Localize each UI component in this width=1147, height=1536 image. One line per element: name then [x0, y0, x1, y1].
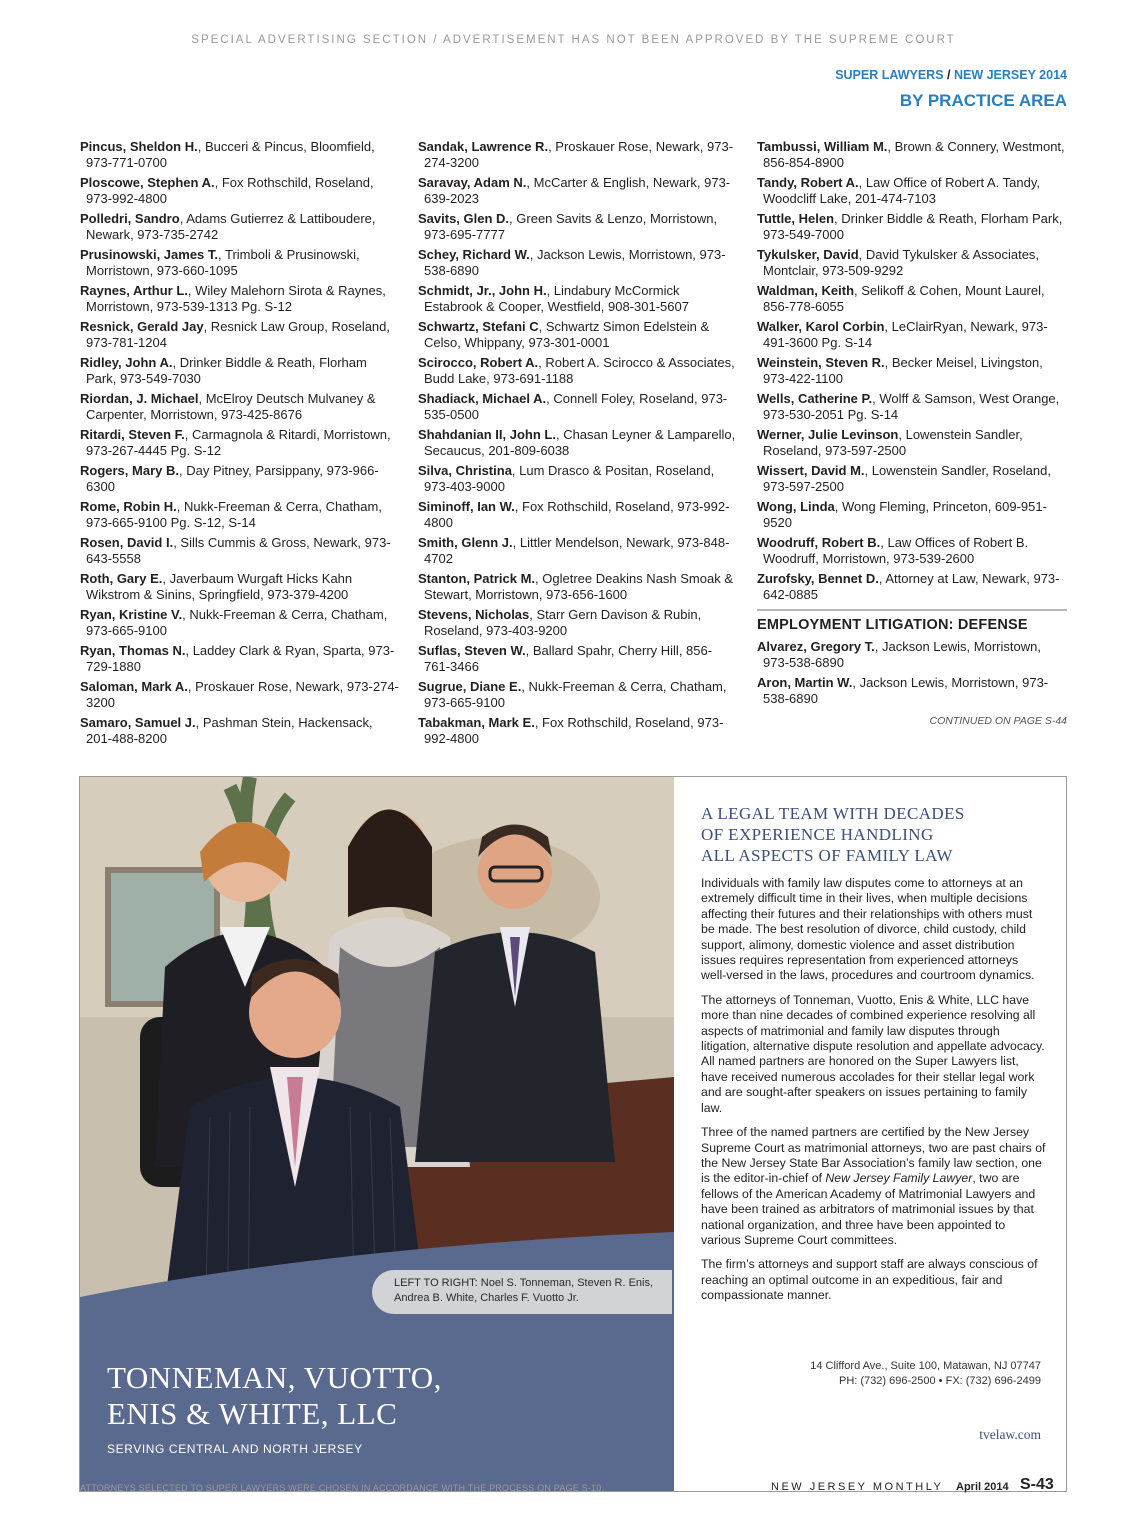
attorney-details: , Littler Mendelson, Newark, 973-848-4702 [424, 535, 730, 566]
firm-name-panel [80, 1340, 674, 1492]
attorney-name: Walker, Karol Corbin [757, 319, 885, 334]
attorney-listing [418, 715, 738, 747]
attorney-details: , Fox Rothschild, Roseland, 973-992-4800 [424, 715, 724, 746]
attorney-details: , Wong Fleming, Princeton, 609-951-9520 [763, 499, 1047, 530]
attorney-name: Shahdanian II, John L. [418, 427, 556, 442]
attorney-name: Alvarez, Gregory T. [757, 639, 875, 654]
attorney-listing [80, 355, 400, 387]
attorney-listing [80, 643, 400, 675]
attorney-details: , Trimboli & Prusinowski, Morristown, 973-660-1095 [86, 247, 360, 278]
firm-name-line-1: TONNEMAN, VUOTTO, [107, 1360, 442, 1395]
attorney-details: , Ogletree Deakins Nash Smoak & Stewart, Morristown, 973-656-1600 [424, 571, 734, 602]
attorney-details: , Proskauer Rose, Newark, 973-274-3200 [86, 679, 399, 710]
attorney-listing [418, 679, 738, 711]
attorney-listing [80, 715, 400, 747]
attorney-details: , Sills Cummis & Gross, Newark, 973-643-5558 [86, 535, 391, 566]
attorney-name: Tambussi, William M. [757, 139, 888, 154]
attorney-details: , Drinker Biddle & Reath, Florham Park, 973-549-7030 [86, 355, 367, 386]
attorney-details: , Jackson Lewis, Morristown, 973-538-6890 [424, 247, 726, 278]
listing-column-1 [80, 139, 400, 751]
attorney-name: Suflas, Steven W. [418, 643, 526, 658]
attorney-listing [80, 535, 400, 567]
attorney-details: , Adams Gutierrez & Lattiboudere, Newark, 973-735-2742 [86, 211, 376, 242]
photo-caption [372, 1270, 672, 1314]
attorney-name: Schmidt, Jr., John H. [418, 283, 547, 298]
attorney-details: , Jackson Lewis, Morristown, 973-538-6890 [763, 639, 1041, 670]
attorney-details: , Becker Meisel, Livingston, 973-422-1100 [763, 355, 1043, 386]
attorney-name: Tuttle, Helen [757, 211, 835, 226]
ad-paragraph-1: Individuals with family law disputes come to attorneys at an extremely difficult time in their lives, when multiple decisions affecting their futures and their relationships with others must be made. The best resolution of divorce, child custody, child support, alimony, domestic violence and asset distribution issues requires representation from experienced attorneys well-versed in the laws, procedures and courtroom dynamics. [701, 876, 1035, 983]
ad-paragraph-3 [701, 1125, 1046, 1248]
attorney-listing [757, 247, 1067, 279]
brand-label: SUPER LAWYERS [835, 68, 944, 82]
attorney-listing [757, 463, 1067, 495]
attorney-name: Werner, Julie Levinson [757, 427, 899, 442]
region-label: NEW JERSEY 2014 [953, 68, 1067, 82]
kicker-separator: / [943, 68, 954, 82]
attorney-name: Tykulsker, David [757, 247, 859, 262]
attorney-name: Resnick, Gerald Jay [80, 319, 204, 334]
firm-advertisement [79, 776, 1067, 1492]
attorney-name: Shadiack, Michael A. [418, 391, 547, 406]
attorney-listing [80, 427, 400, 459]
attorney-details: , Pashman Stein, Hackensack, 201-488-8200 [86, 715, 373, 746]
footer-disclaimer: ATTORNEYS SELECTED TO SUPER LAWYERS WERE CHOSEN IN ACCORDANCE WITH THE PROCESS ON PAGE S-10. [80, 1483, 605, 1493]
firm-tagline: SERVING CENTRAL AND NORTH JERSEY [107, 1442, 363, 1456]
attorney-name: Sugrue, Diane E. [418, 679, 522, 694]
attorney-listing [80, 463, 400, 495]
attorney-details: , Drinker Biddle & Reath, Florham Park, 973-549-7000 [763, 211, 1063, 242]
ad-paragraph-4: The firm’s attorneys and support staff are always conscious of reaching an optimal outcome in an expeditious, fair and compassionate manner. [701, 1257, 1038, 1303]
attorney-details: , Brown & Connery, Westmont, 856-854-8900 [763, 139, 1065, 170]
attorney-listing [418, 535, 738, 567]
ad-paragraph-3-start: Three of the named partners are certified by the New Jersey Supreme Court as matrimonial attorneys, two are past chairs of the New Jersey State Bar Association’s family law section, one is the editor-in-chief of [701, 1125, 1046, 1186]
attorney-name: Sandak, Lawrence R. [418, 139, 549, 154]
ad-headline-line-3: ALL ASPECTS OF FAMILY LAW [701, 846, 953, 865]
team-photo-illustration [80, 777, 674, 1340]
attorney-name: Aron, Martin W. [757, 675, 853, 690]
continued-note: CONTINUED ON PAGE S-44 [929, 715, 1067, 727]
attorney-name: Riordan, J. Michael [80, 391, 199, 406]
attorney-name: Tabakman, Mark E. [418, 715, 535, 730]
attorney-details: , Fox Rothschild, Roseland, 973-992-4800 [424, 499, 730, 530]
attorney-listing [418, 139, 738, 171]
attorney-name: Scirocco, Robert A. [418, 355, 539, 370]
issue-date: April 2014 [956, 1481, 1009, 1493]
firm-contact [810, 1359, 1041, 1389]
attorney-name: Rome, Robin H. [80, 499, 177, 514]
firm-name [107, 1360, 627, 1432]
attorney-details: , Green Savits & Lenzo, Morristown, 973-695-7777 [424, 211, 718, 242]
attorney-listing [80, 139, 400, 171]
attorney-details: , Connell Foley, Roseland, 973-535-0500 [424, 391, 728, 422]
attorney-listing [757, 639, 1067, 671]
attorney-details: , McElroy Deutsch Mulvaney & Carpenter, Morristown, 973-425-8676 [86, 391, 376, 422]
attorney-name: Ryan, Kristine V. [80, 607, 183, 622]
attorney-listing [418, 355, 738, 387]
attorney-details: , Nukk-Freeman & Cerra, Chatham, 973-665-9100 [424, 679, 727, 710]
attorney-details: , Resnick Law Group, Roseland, 973-781-1204 [86, 319, 391, 350]
attorney-listing [757, 571, 1067, 603]
attorney-details: , Robert A. Scirocco & Associates, Budd Lake, 973-691-1188 [424, 355, 735, 386]
attorney-name: Tandy, Robert A. [757, 175, 859, 190]
attorney-details: , David Tykulsker & Associates, Montclair, 973-509-9292 [763, 247, 1040, 278]
attorney-name: Saloman, Mark A. [80, 679, 188, 694]
attorney-name: Rosen, David I. [80, 535, 174, 550]
attorney-listing [418, 319, 738, 351]
attorney-details: , Nukk-Freeman & Cerra, Chatham, 973-665-9100 Pg. S-12, S-14 [86, 499, 382, 530]
attorney-name: Stevens, Nicholas [418, 607, 530, 622]
attorney-name: Ridley, John A. [80, 355, 173, 370]
listing-column-3 [757, 139, 1067, 729]
attorney-listing [80, 679, 400, 711]
attorney-details: , Lindabury McCormick Estabrook & Cooper, Westfield, 908-301-5607 [424, 283, 689, 314]
attorney-name: Weinstein, Steven R. [757, 355, 885, 370]
category-heading: EMPLOYMENT LITIGATION: DEFENSE [757, 609, 1067, 633]
attorney-details: , Proskauer Rose, Newark, 973-274-3200 [424, 139, 734, 170]
page-title: BY PRACTICE AREA [899, 91, 1067, 110]
attorney-listing [80, 319, 400, 351]
attorney-name: Ryan, Thomas N. [80, 643, 186, 658]
publication-title: New Jersey Family Lawyer [825, 1171, 973, 1186]
attorney-listing [418, 175, 738, 207]
ad-paragraph-2: The attorneys of Tonneman, Vuotto, Enis & White, LLC have more than nine decades of combined experience resolving all aspects of matrimonial and family law disputes through litigation, alternative dispute resolution and appellate advocacy. All named partners are honored on the Super Lawyers list, have received numerous accolades for their stellar legal work and are sought-after speakers on issues pertaining to family law. [701, 992, 1045, 1115]
attorney-name: Wells, Catherine P. [757, 391, 873, 406]
firm-website-link[interactable]: tvelaw.com [979, 1427, 1041, 1442]
attorney-name: Smith, Glenn J. [418, 535, 513, 550]
attorney-name: Stanton, Patrick M. [418, 571, 536, 586]
attorney-listing [418, 391, 738, 423]
team-photo [80, 777, 674, 1340]
attorney-listing [418, 427, 738, 459]
caption-line-1: LEFT TO RIGHT: Noel S. Tonneman, Steven R. Enis, [394, 1277, 654, 1289]
attorney-name: Samaro, Samuel J. [80, 715, 196, 730]
attorney-listing [80, 499, 400, 531]
attorney-listing [757, 427, 1067, 459]
attorney-listing [757, 355, 1067, 387]
attorney-details: , Carmagnola & Ritardi, Morristown, 973-267-4445 Pg. S-12 [86, 427, 391, 458]
attorney-details: , LeClairRyan, Newark, 973-491-3600 Pg. S-14 [763, 319, 1048, 350]
attorney-listing [418, 211, 738, 243]
attorney-listing [418, 499, 738, 531]
caption-line-2: Andrea B. White, Charles F. Vuotto Jr. [394, 1292, 579, 1304]
attorney-details: , Laddey Clark & Ryan, Sparta, 973-729-1880 [86, 643, 395, 674]
attorney-details: , Bucceri & Pincus, Bloomfield, 973-771-0700 [86, 139, 375, 170]
attorney-listing [418, 247, 738, 279]
attorney-listing [418, 463, 738, 495]
firm-name-line-2: ENIS & WHITE, LLC [107, 1396, 398, 1431]
attorney-details: , Javerbaum Wurgaft Hicks Kahn Wikstrom & Sinins, Springfield, 973-379-4200 [86, 571, 353, 602]
attorney-listing [757, 283, 1067, 315]
attorney-details: , Wolff & Samson, West Orange, 973-530-2051 Pg. S-14 [763, 391, 1060, 422]
ad-headline-line-1: A LEGAL TEAM WITH DECADES [701, 804, 965, 823]
attorney-name: Woodruff, Robert B. [757, 535, 881, 550]
attorney-listing [418, 607, 738, 639]
attorney-name: Wissert, David M. [757, 463, 865, 478]
attorney-name: Polledri, Sandro [80, 211, 180, 226]
attorney-listing [757, 139, 1067, 171]
attorney-details: , Jackson Lewis, Morristown, 973-538-6890 [763, 675, 1049, 706]
attorney-details: , Law Office of Robert A. Tandy, Woodcliff Lake, 201-474-7103 [763, 175, 1040, 206]
ad-headline [701, 803, 1046, 866]
attorney-listing [757, 211, 1067, 243]
firm-phones: PH: (732) 696-2500 • FX: (732) 696-2499 [839, 1375, 1041, 1387]
attorney-name: Savits, Glen D. [418, 211, 510, 226]
listing-column-2 [418, 139, 738, 751]
attorney-name: Pincus, Sheldon H. [80, 139, 198, 154]
attorney-name: Raynes, Arthur L. [80, 283, 188, 298]
attorney-name: Waldman, Keith [757, 283, 855, 298]
attorney-details: , Ballard Spahr, Cherry Hill, 856-761-3466 [424, 643, 713, 674]
attorney-details: , Wiley Malehorn Sirota & Raynes, Morristown, 973-539-1313 Pg. S-12 [86, 283, 386, 314]
attorney-listing [80, 247, 400, 279]
attorney-name: Ritardi, Steven F. [80, 427, 185, 442]
attorney-details: , Nukk-Freeman & Cerra, Chatham, 973-665-9100 [86, 607, 388, 638]
attorney-details: , Day Pitney, Parsippany, 973-966-6300 [86, 463, 379, 494]
attorney-listing [757, 175, 1067, 207]
attorney-details: , Fox Rothschild, Roseland, 973-992-4800 [86, 175, 374, 206]
attorney-listing [80, 571, 400, 603]
attorney-details: , Selikoff & Cohen, Mount Laurel, 856-778-6055 [763, 283, 1045, 314]
attorney-name: Wong, Linda [757, 499, 835, 514]
attorney-listing [418, 283, 738, 315]
attorney-name: Roth, Gary E. [80, 571, 163, 586]
attorney-details: , Lum Drasco & Positan, Roseland, 973-403-9000 [424, 463, 715, 494]
attorney-listing [757, 675, 1067, 707]
attorney-name: Ploscowe, Stephen A. [80, 175, 215, 190]
attorney-details: , Chasan Leyner & Lamparello, Secaucus, 201-809-6038 [424, 427, 736, 458]
attorney-details: , Attorney at Law, Newark, 973-642-0885 [763, 571, 1060, 602]
attorney-name: Siminoff, Ian W. [418, 499, 515, 514]
firm-address: 14 Clifford Ave., Suite 100, Matawan, NJ 07747 [810, 1360, 1041, 1372]
attorney-details: , McCarter & English, Newark, 973-639-2023 [424, 175, 731, 206]
page-number: S-43 [1020, 1476, 1054, 1493]
section-kicker [835, 68, 1067, 82]
attorney-name: Schwartz, Stefani C [418, 319, 539, 334]
attorney-details: , Lowenstein Sandler, Roseland, 973-597-2500 [763, 427, 1023, 458]
magazine-name: NEW JERSEY MONTHLY [771, 1481, 944, 1493]
attorney-name: Silva, Christina [418, 463, 512, 478]
attorney-listing [80, 391, 400, 423]
attorney-details: , Starr Gern Davison & Rubin, Roseland, 973-403-9200 [424, 607, 702, 638]
attorney-listing [418, 571, 738, 603]
attorney-name: Prusinowski, James T. [80, 247, 219, 262]
attorney-name: Saravay, Adam N. [418, 175, 527, 190]
attorney-name: Zurofsky, Bennet D. [757, 571, 879, 586]
attorney-listing [80, 175, 400, 207]
attorney-listing [757, 391, 1067, 423]
attorney-listing [757, 535, 1067, 567]
advertising-banner: SPECIAL ADVERTISING SECTION / ADVERTISEMENT HAS NOT BEEN APPROVED BY THE SUPREME COURT [191, 34, 956, 46]
attorney-details: , Lowenstein Sandler, Roseland, 973-597-2500 [763, 463, 1051, 494]
ad-copy [701, 803, 1046, 1313]
ad-headline-line-2: OF EXPERIENCE HANDLING [701, 825, 934, 844]
attorney-listing [418, 643, 738, 675]
attorney-listing [80, 211, 400, 243]
attorney-listing [80, 283, 400, 315]
attorney-name: Schey, Richard W. [418, 247, 530, 262]
attorney-name: Rogers, Mary B. [80, 463, 179, 478]
attorney-listing [80, 607, 400, 639]
attorney-details: , Schwartz Simon Edelstein & Celso, Whippany, 973-301-0001 [424, 319, 710, 350]
attorney-details: , Law Offices of Robert B. Woodruff, Morristown, 973-539-2600 [763, 535, 1029, 566]
ad-paragraph-3-end: , two are fellows of the American Academy of Matrimonial Lawyers and have been trained as arbitrators of matrimonial issues by that national organization, and three have been appointed to various Supreme Court committees. [701, 1171, 1036, 1247]
attorney-listing [757, 499, 1067, 531]
attorney-listing [757, 319, 1067, 351]
